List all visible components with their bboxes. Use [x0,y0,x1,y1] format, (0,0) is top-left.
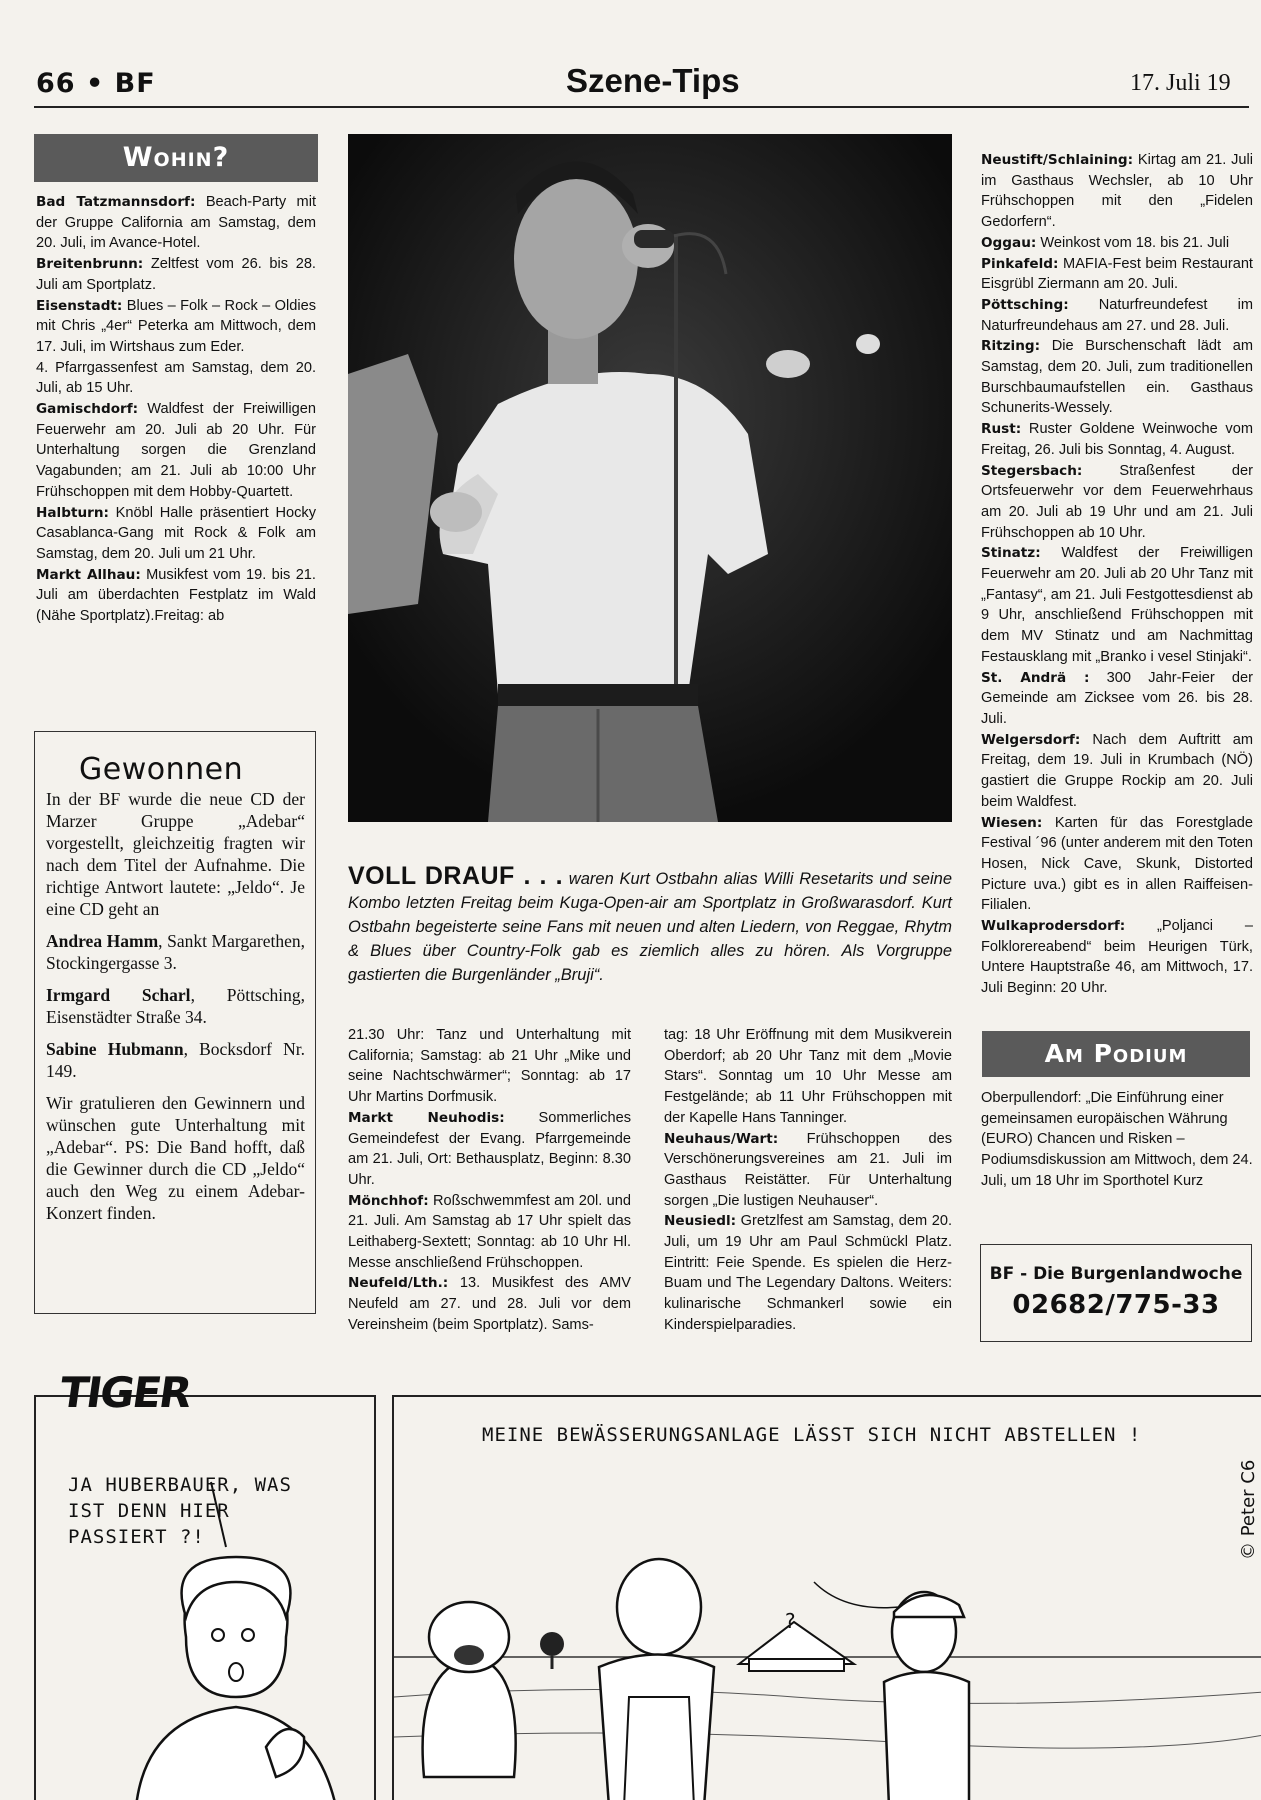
listing-item [348,1025,631,1108]
listing-item [981,295,1253,336]
listing-item [981,916,1253,999]
listing-item [36,254,316,295]
listing-text: Sommerliches Gemeindefest der Evang. Pfarrgemeinde am 21. Juli, Ort: Bethausplatz, Beginn: 8.30 Uhr. [348,1109,631,1188]
comic-question-mark: ? [784,1609,798,1633]
listing-text: Ruster Goldene Weinwoche vom Freitag, 26. Juli bis Sonntag, 4. August. [981,421,1253,458]
listing-text: Gretzlfest am Samstag, dem 20. Juli, um 19 Uhr am Paul Schmückl Platz. Eintritt: Feie Spende. Es spielen die Herz-Buam und The Legendary Daltons. Weiters: kulinarische Schmankerl sowie ein Kinderspielparadies. [664,1213,952,1333]
listing-item [981,233,1253,254]
listing-text: tag: 18 Uhr Eröffnung mit dem Musikverein Oberdorf; ab 20 Uhr Tanz mit dem „Movie Stars“. Sonntag um 10 Uhr Messe am Festgelände; ab 11 Uhr Frühschoppen mit der Kapelle Hans Tanninger. [664,1027,952,1126]
listing-item [981,254,1253,295]
listing-text: Knöbl Halle präsentiert Hocky Casablanca-Gang mit Rock & Folk am Samstag, dem 20. Juli um 21 Uhr. [36,504,316,562]
listing-item [664,1129,952,1212]
comic-panel-2 [392,1395,1261,1800]
gewonnen-box [34,731,316,1314]
page-number-label: 66 • BF [36,68,156,99]
listing-text: Waldfest der Freiwilligen Feuerwehr am 20. Juli ab 20 Uhr Tanz mit „Fantasy“, am 21. Juli Festgottesdienst ab 9 Uhr, anschließend Frühschoppen mit dem MV Stinatz und am Nachmittag Festausklang mit „Branko i vesel Stinjaki“. [981,545,1253,665]
listing-item [664,1211,952,1335]
listing-item [981,668,1253,730]
listing-item [36,565,316,627]
listing-place: Neuhaus/Wart: [664,1130,779,1147]
listing-place: Stegersbach: [981,462,1083,479]
listing-place: Mönchhof: [348,1192,429,1209]
listing-place: Oggau: [981,234,1037,251]
listing-place: Rust: [981,421,1022,438]
listing-place: Welgersdorf: [981,731,1081,748]
listing-text: Kirtag am 21. Juli im Gasthaus Wechsler, ab 10 Uhr Frühschoppen mit den „Fidelen Gedorfern“. [981,152,1253,231]
listing-text: Frühschoppen des Verschönerungsvereines am 21. Juli im Gasthaus Reistätter. Für Unterhaltung sorgen „Die lustigen Neuhauser“. [664,1130,952,1209]
listings-column-m2 [664,1025,952,1336]
listing-item [348,1108,631,1191]
listing-item [981,461,1253,544]
listing-item [664,1025,952,1129]
listing-place: Pöttsching: [981,296,1069,313]
gewonnen-title: Gewonnen [79,752,244,787]
podium-text: Oberpullendorf: „Die Einführung einer gemeinsamen europäischen Währung (EURO) Chancen und Risken – Podiumsdiskussion am Mittwoch, dem 24. Juli, um 18 Uhr im Sporthotel Kurz [981,1090,1253,1189]
listing-text: Musikfest vom 19. bis 21. Juli am überdachten Festplatz im Wald (Nähe Sportplatz).Freitag: ab [36,566,316,625]
listing-item [36,503,316,565]
listing-text: Weinkost vom 18. bis 21. Juli [1036,234,1230,251]
listing-place: Pinkafeld: [981,255,1059,272]
listing-item [36,192,316,254]
comic-title: TIGER [56,1368,194,1417]
contact-name: BF - Die Burgenlandwoche [989,1264,1243,1284]
listing-text: Blues – Folk – Rock – Oldies mit Chris „4er“ Peterka am Mittwoch, dem 17. Juli, im Wirtshaus zum Eder. [36,297,316,355]
listing-item [981,730,1253,813]
listing-place: Gamischdorf: [36,401,139,418]
wohin-heading: Wohin? [34,134,318,182]
listing-place: Bad Tatzmannsdorf: [36,194,196,210]
listing-item [981,419,1253,460]
listing-place: Wiesen: [981,814,1043,831]
listing-place: Ritzing: [981,338,1041,355]
gewonnen-intro: In der BF wurde die neue CD der Marzer Gruppe „Adebar“ vorgestellt, gleichzeitig fragten wir nach dem Titel der Aufnahme. Die richtige Antwort lautete: „Jeldo“. Je eine CD geht an [46,789,305,919]
listing-item [981,813,1253,917]
listing-item [348,1191,631,1274]
listing-item [36,358,316,399]
comic-speech-bubble-2: MEINE BEWÄSSERUNGSANLAGE LÄSST SICH NICHT ABSTELLEN ! [482,1424,1142,1446]
issue-date: 17. Juli 19 [1130,70,1231,96]
listing-text: 4. Pfarrgassenfest am Samstag, dem 20. Juli, ab 15 Uhr. [36,359,316,397]
listing-place: Breitenbrunn: [36,256,144,273]
winner-item: Irmgard Scharl, Pöttsching, Eisenstädter Straße 34. [46,985,305,1027]
winner-item: Sabine Hubmann, Bocksdorf Nr. 149. [46,1039,305,1081]
listing-place: St. Andrä : [981,669,1090,686]
listings-column-m1 [348,1025,631,1336]
listing-text: Naturfreundefest im Naturfreundehaus am 27. und 28. Juli. [981,296,1253,334]
listing-text: Straßenfest der Ortsfeuerwehr vor dem Feuerwehrhaus am 20. Juli ab 19 Uhr und am 21. Juli Frühschoppen ab 10 Uhr. [981,462,1253,541]
listing-text: 300 Jahr-Feier der Gemeinde am Zicksee vom 26. bis 28. Juli. [981,669,1253,727]
listing-text: Roßschwemmfest am 20l. und 21. Juli. Am Samstag ab 17 Uhr spielt das Leithaberg-Sextett; Sonntag: ab 10 Uhr Hl. Messe anschließend Frühschoppen. [348,1192,631,1271]
comic-speech-bubble-1: JA HUBERBAUER, WAS IST DENN HIER PASSIERT ?! [68,1474,292,1548]
listing-text: 21.30 Uhr: Tanz und Unterhaltung mit California; Samstag: ab 21 Uhr „Mike und seine Nachtschwärmer“; Sonntag: ab 17 Uhr Martins Dorfmusik. [348,1027,631,1106]
caption-text: waren Kurt Ostbahn alias Willi Resetarits und seine Kombo letzten Freitag beim Kuga-Open-air am Sportplatz in Großwarasdorf. Kurt Ostbahn begeisterte seine Fans mit neuen und alten Liedern, von Reggae, Rhytm & Blues über Country-Folk gab es ziemlich alles zu hören. Als Vorgruppe gastierten die Burgenländer „Bruji“. [348,870,952,984]
listing-place: Eisenstadt: [36,297,123,314]
listing-place: Markt Neuhodis: [348,1109,505,1126]
listings-column-a [36,192,316,627]
gewonnen-outro: Wir gratulieren den Gewinnern und wünschen gute Unterhaltung mit „Adebar“. PS: Die Band hofft, daß die Gewinner durch die CD „Jeldo“ auch den Weg zu einem Adebar-Konzert finden. [46,1093,305,1223]
listing-text: Beach-Party mit der Gruppe California am Samstag, dem 20. Juli, im Avance-Hotel. [36,194,316,252]
listings-column-c [981,150,1253,999]
listing-text: Waldfest der Freiwilligen Feuerwehr am 20. Juli ab 20 Uhr. Für Unterhaltung sorgen die Grenzland Vagabunden; am 21. Juli ab 10:00 Uhr Frühschoppen mit dem Hobby-Quartett. [36,401,316,500]
photo-caption [348,864,952,987]
listing-item [981,336,1253,419]
winner-item: Andrea Hamm, Sankt Margarethen, Stockingergasse 3. [46,931,306,973]
listing-place: Neusiedl: [664,1213,737,1230]
listing-text: „Poljanci – Folklorereabend“ beim Heurigen Türk, Untere Hauptstraße 46, am Mittwoch, 17. Juli Beginn: 20 Uhr. [981,918,1253,997]
listing-item [36,296,316,358]
listing-place: Neufeld/Lth.: [348,1275,449,1292]
header-rule [34,106,1249,108]
gewonnen-text [46,788,305,1224]
listing-text: Die Burschenschaft lädt am Samstag, dem 20. Juli, zum traditionellen Burschbaumaufstellen ein. Gasthaus Schunerits-Wessely. [981,338,1253,417]
contact-box [980,1244,1252,1342]
listing-item [36,399,316,503]
listing-place: Halbturn: [36,504,109,521]
listing-text: MAFIA-Fest beim Restaurant Eisgrübl Ziermann am 20. Juli. [981,255,1253,293]
listing-text: Zeltfest vom 26. bis 28. Juli am Sportplatz. [36,256,316,293]
listing-item [348,1273,631,1335]
listing-place: Wulkaprodersdorf: [981,918,1126,935]
concert-photo [348,134,952,822]
listing-item [981,150,1253,233]
comic-character-1 [36,1397,378,1800]
listing-item [981,543,1253,667]
listing-place: Neustift/Schlaining: [981,152,1134,168]
section-title: Szene-Tips [566,62,740,99]
comic-panel-1 [34,1395,376,1800]
comic-signature: © Peter C6 [1238,1459,1259,1560]
listing-text: Nach dem Auftritt am Freitag, dem 19. Juli in Krumbach (NÖ) gastiert die Gruppe Rockip am 20. Juli beim Waldfest. [981,731,1253,810]
caption-headline: VOLL DRAUF . . . [348,862,564,890]
listing-text: 13. Musikfest des AMV Neufeld am 27. und 28. Juli vor dem Vereinsheim (beim Sportplatz). Sams- [348,1275,631,1333]
listing-place: Markt Allhau: [36,566,141,583]
listing-place: Stinatz: [981,545,1041,562]
singer-illustration [348,134,952,822]
comic-flood-scene [394,1397,1261,1800]
podium-heading: Am Podium [982,1031,1250,1077]
listing-text: Karten für das Forestglade Festival ´96 (unter anderem mit den Toten Hosen, Nick Cave, Skunk, Distorted Picture uva.) gibt es in allen Raiffeisen-Filialen. [981,814,1253,914]
contact-phone: 02682/775-33 [1012,1290,1220,1320]
